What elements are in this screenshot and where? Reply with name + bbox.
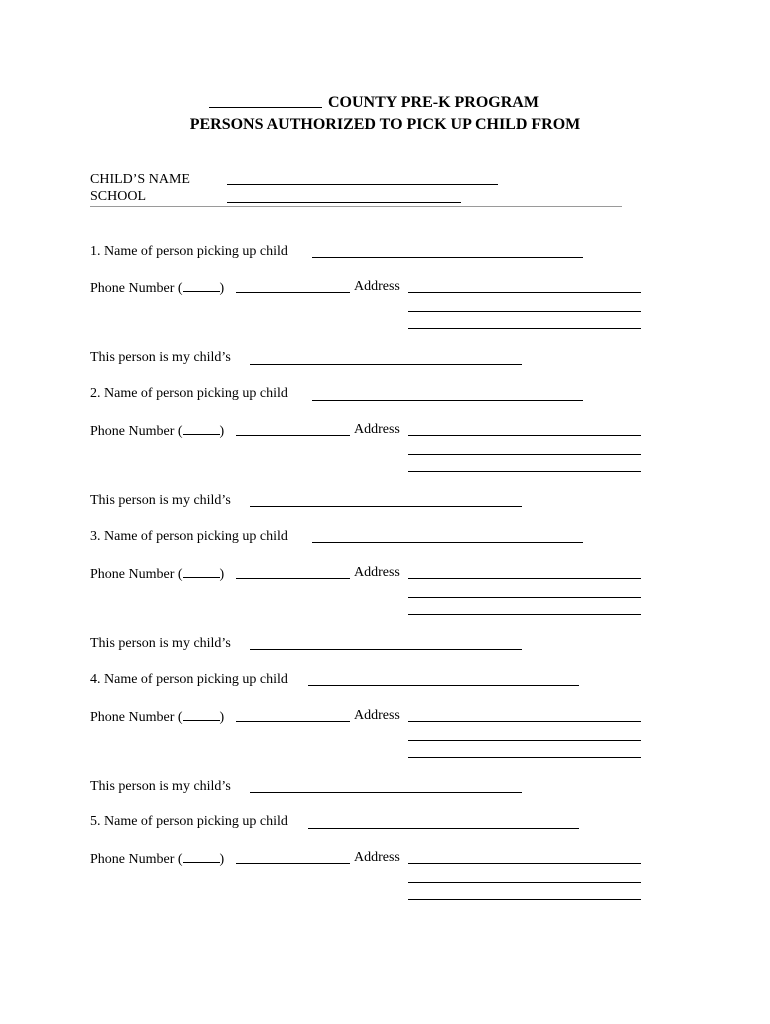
person-2-phone-field[interactable]	[236, 435, 350, 436]
person-4-area-code-field[interactable]	[183, 708, 220, 721]
person-2-address-line-2[interactable]	[408, 454, 641, 455]
person-3-area-code-field[interactable]	[183, 565, 220, 578]
person-5-phone-field[interactable]	[236, 863, 350, 864]
person-2-name-field[interactable]	[312, 400, 583, 401]
person-2-address-label: Address	[354, 422, 400, 437]
person-5-address-line-2[interactable]	[408, 882, 641, 883]
school-divider	[90, 206, 622, 207]
phone-open-label: Phone Number (	[90, 424, 183, 439]
person-4-label: 4. Name of person picking up child	[90, 672, 288, 687]
phone-close-label: )	[219, 424, 225, 439]
person-1-address-line-3[interactable]	[408, 328, 641, 329]
person-4-phone-label	[90, 708, 224, 726]
person-3-label: 3. Name of person picking up child	[90, 529, 288, 544]
person-3-address-line-1[interactable]	[408, 578, 641, 579]
person-1-address-line-2[interactable]	[408, 311, 641, 312]
person-4-relationship-field[interactable]	[250, 792, 522, 793]
phone-open-label: Phone Number (	[90, 710, 183, 725]
person-1-label: 1. Name of person picking up child	[90, 244, 288, 259]
person-4-address-line-3[interactable]	[408, 757, 641, 758]
person-1-phone-field[interactable]	[236, 292, 350, 293]
person-5-area-code-field[interactable]	[183, 850, 220, 863]
person-2-area-code-field[interactable]	[183, 422, 220, 435]
person-4-address-line-2[interactable]	[408, 740, 641, 741]
person-3-relationship-field[interactable]	[250, 649, 522, 650]
person-4-phone-field[interactable]	[236, 721, 350, 722]
title-line-1: COUNTY PRE-K PROGRAM	[328, 94, 539, 111]
person-3-address-label: Address	[354, 565, 400, 580]
person-4-address-line-1[interactable]	[408, 721, 641, 722]
person-1-address-label: Address	[354, 279, 400, 294]
title-line-2: PERSONS AUTHORIZED TO PICK UP CHILD FROM	[189, 116, 581, 133]
person-2-label: 2. Name of person picking up child	[90, 386, 288, 401]
school-field[interactable]	[227, 202, 461, 203]
phone-close-label: )	[219, 710, 225, 725]
person-5-phone-label	[90, 850, 224, 868]
person-5-address-line-3[interactable]	[408, 899, 641, 900]
person-5-name-field[interactable]	[308, 828, 579, 829]
person-2-phone-label	[90, 422, 224, 440]
child-name-label: CHILD’S NAME	[90, 172, 190, 187]
phone-close-label: )	[219, 567, 225, 582]
person-3-phone-label	[90, 565, 224, 583]
person-1-address-line-1[interactable]	[408, 292, 641, 293]
person-4-address-label: Address	[354, 708, 400, 723]
phone-close-label: )	[219, 852, 225, 867]
phone-open-label: Phone Number (	[90, 852, 183, 867]
person-3-relationship-label: This person is my child’s	[90, 636, 231, 651]
person-1-area-code-field[interactable]	[183, 279, 220, 292]
person-3-address-line-2[interactable]	[408, 597, 641, 598]
phone-open-label: Phone Number (	[90, 567, 183, 582]
person-3-phone-field[interactable]	[236, 578, 350, 579]
child-name-field[interactable]	[227, 184, 498, 185]
person-5-address-label: Address	[354, 850, 400, 865]
person-2-relationship-field[interactable]	[250, 506, 522, 507]
person-3-name-field[interactable]	[312, 542, 583, 543]
person-4-name-field[interactable]	[308, 685, 579, 686]
person-1-relationship-field[interactable]	[250, 364, 522, 365]
person-2-relationship-label: This person is my child’s	[90, 493, 231, 508]
phone-close-label: )	[219, 281, 225, 296]
person-1-name-field[interactable]	[312, 257, 583, 258]
person-1-phone-label	[90, 279, 224, 297]
person-3-address-line-3[interactable]	[408, 614, 641, 615]
school-label: SCHOOL	[90, 189, 147, 204]
person-2-address-line-1[interactable]	[408, 435, 641, 436]
person-2-address-line-3[interactable]	[408, 471, 641, 472]
phone-open-label: Phone Number (	[90, 281, 183, 296]
person-5-label: 5. Name of person picking up child	[90, 814, 288, 829]
person-1-relationship-label: This person is my child’s	[90, 350, 231, 365]
county-name-field[interactable]	[209, 107, 322, 108]
person-5-address-line-1[interactable]	[408, 863, 641, 864]
person-4-relationship-label: This person is my child’s	[90, 779, 231, 794]
